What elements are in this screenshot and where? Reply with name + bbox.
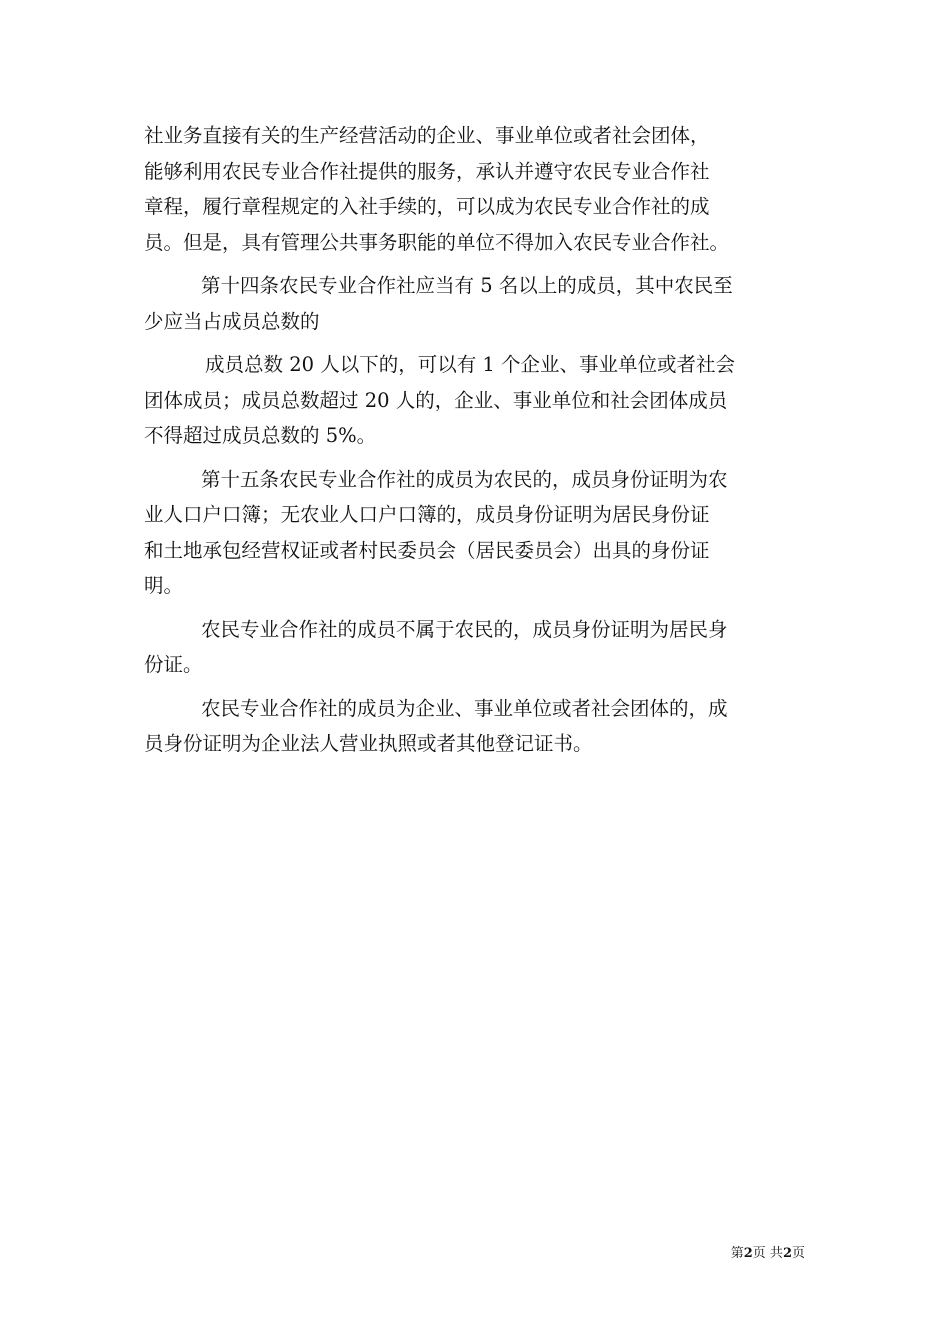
footer-prefix: 第 [730, 1246, 744, 1261]
text-line: 第十五条农民专业合作社的成员为农民的，成员身份证明为农 [201, 467, 728, 491]
footer-total-pages: 2 [782, 1246, 792, 1261]
text-line: 少应当占成员总数的 [144, 309, 320, 333]
footer-current-page: 2 [743, 1246, 753, 1261]
text-line: 明。 [144, 574, 184, 597]
text-line: 农民专业合作社的成员不属于农民的，成员身份证明为居民身 [201, 617, 728, 641]
text-line: 份证。 [144, 653, 203, 676]
footer-suffix: 页 [791, 1246, 805, 1261]
text-line: 员。但是，具有管理公共事务职能的单位不得加入农民专业合作社。 [144, 230, 730, 254]
paragraph-gap [144, 683, 808, 691]
text-line: 成员总数 20 人以下的，可以有 1 个企业、事业单位或者社会 [205, 353, 736, 376]
footer-middle: 页 共 [752, 1246, 783, 1261]
page-footer [731, 1246, 805, 1262]
text-line: 农民专业合作社的成员为企业、事业单位或者社会团体的，成 [201, 696, 728, 720]
text-line: 团体成员；成员总数超过 20 人的，企业、事业单位和社会团体成员 [144, 388, 728, 412]
text-line: 和土地承包经营权证或者村民委员会（居民委员会）出具的身份证 [144, 538, 710, 562]
paragraph-gap [144, 260, 808, 268]
text-line: 员身份证明为企业法人营业执照或者其他登记证书。 [144, 732, 593, 755]
paragraph-gap [144, 454, 808, 462]
text-line: 能够利用农民专业合作社提供的服务，承认并遵守农民专业合作社 [144, 159, 710, 183]
paragraph-gap [144, 339, 808, 347]
text-line: 不得超过成员总数的 5%。 [144, 424, 377, 447]
text-line: 社业务直接有关的生产经营活动的企业、事业单位或者社会团体， [144, 124, 710, 147]
text-line: 章程，履行章程规定的入社手续的，可以成为农民专业合作社的成 [144, 195, 710, 218]
paragraph-gap [144, 604, 808, 612]
text-line: 业人口户口簿；无农业人口户口簿的，成员身份证明为居民身份证 [144, 503, 710, 526]
text-line: 第十四条农民专业合作社应当有 5 名以上的成员，其中农民至 [201, 274, 733, 297]
document-body [144, 118, 808, 762]
